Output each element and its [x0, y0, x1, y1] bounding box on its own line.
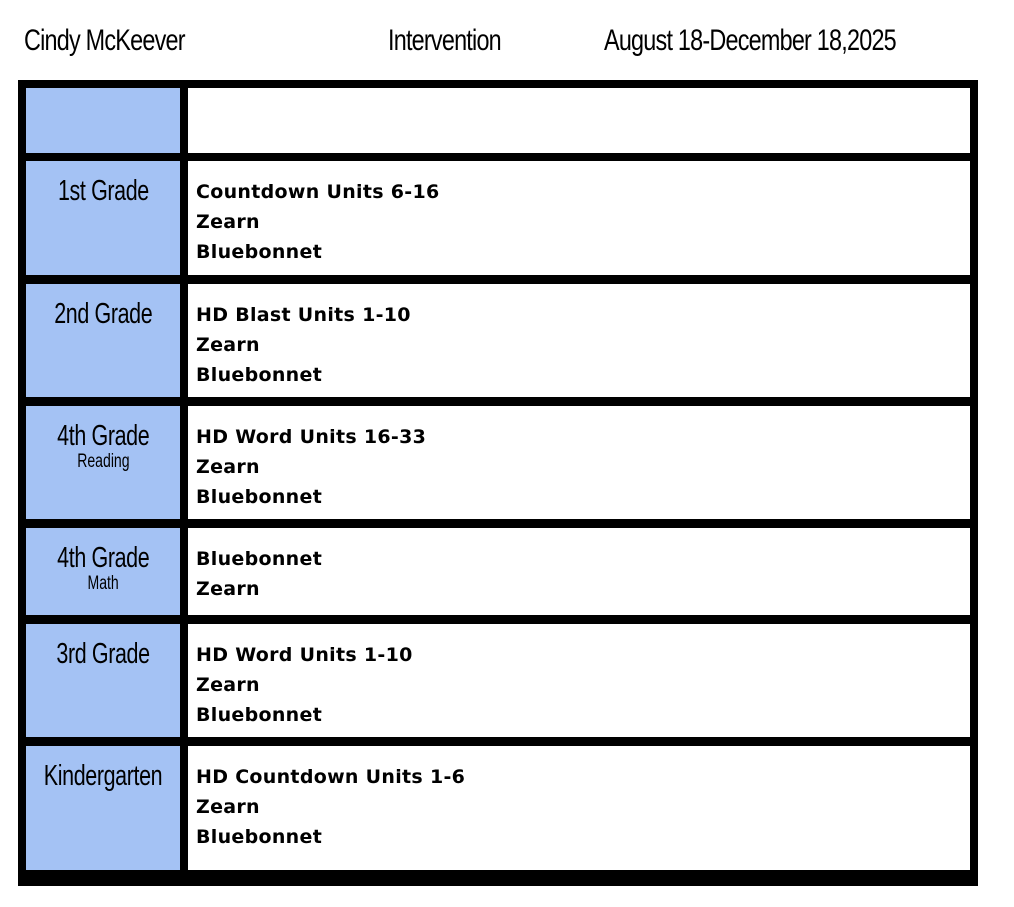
date-range: August 18-December 18,2025 — [604, 24, 896, 57]
grade-label-cell — [26, 161, 180, 275]
program-list-cell — [188, 284, 970, 397]
grade-label-cell — [26, 746, 180, 870]
program-entry: Zearn — [196, 674, 260, 696]
program-entry: Bluebonnet — [196, 826, 323, 848]
grade-name: 1st Grade — [57, 175, 149, 207]
grade-name: 3rd Grade — [56, 638, 150, 670]
program-entry: Bluebonnet — [196, 364, 323, 386]
program-entry: Zearn — [196, 796, 260, 818]
grade-label-cell — [26, 284, 180, 397]
grade-name: Kindergarten — [43, 760, 163, 792]
grade-label-cell — [26, 624, 180, 737]
page-header — [0, 0, 1014, 80]
program-list-cell — [188, 528, 970, 615]
program-entry: Zearn — [196, 211, 260, 233]
page-title: Intervention — [388, 24, 501, 57]
program-list-cell — [188, 406, 970, 519]
teacher-name: Cindy McKeever — [24, 24, 185, 57]
program-list-cell — [188, 624, 970, 737]
program-entry: Zearn — [196, 456, 260, 478]
program-entry: HD Word Units 16-33 — [196, 426, 427, 448]
program-entry: Bluebonnet — [196, 548, 323, 570]
grade-subject: Math — [87, 573, 119, 594]
grade-name: 4th Grade — [56, 542, 150, 574]
grade-name: 2nd Grade — [53, 298, 153, 330]
grade-name: 4th Grade — [56, 420, 150, 452]
program-entry: Zearn — [196, 334, 260, 356]
grade-label-cell — [26, 406, 180, 519]
program-entry: Bluebonnet — [196, 486, 323, 508]
program-entry: Bluebonnet — [196, 241, 323, 263]
program-entry: Bluebonnet — [196, 704, 323, 726]
program-entry: HD Countdown Units 1-6 — [196, 766, 466, 788]
grade-label-cell — [26, 88, 180, 153]
grade-label-cell — [26, 528, 180, 615]
grade-subject: Reading — [76, 451, 130, 472]
program-entry: Countdown Units 6-16 — [196, 181, 440, 203]
program-entry: HD Blast Units 1-10 — [196, 304, 411, 326]
program-entry: HD Word Units 1-10 — [196, 644, 413, 666]
program-entry: Zearn — [196, 578, 260, 600]
schedule-table — [18, 80, 978, 886]
program-list-cell — [188, 161, 970, 275]
program-list-cell — [188, 746, 970, 870]
program-list-cell — [188, 88, 970, 153]
